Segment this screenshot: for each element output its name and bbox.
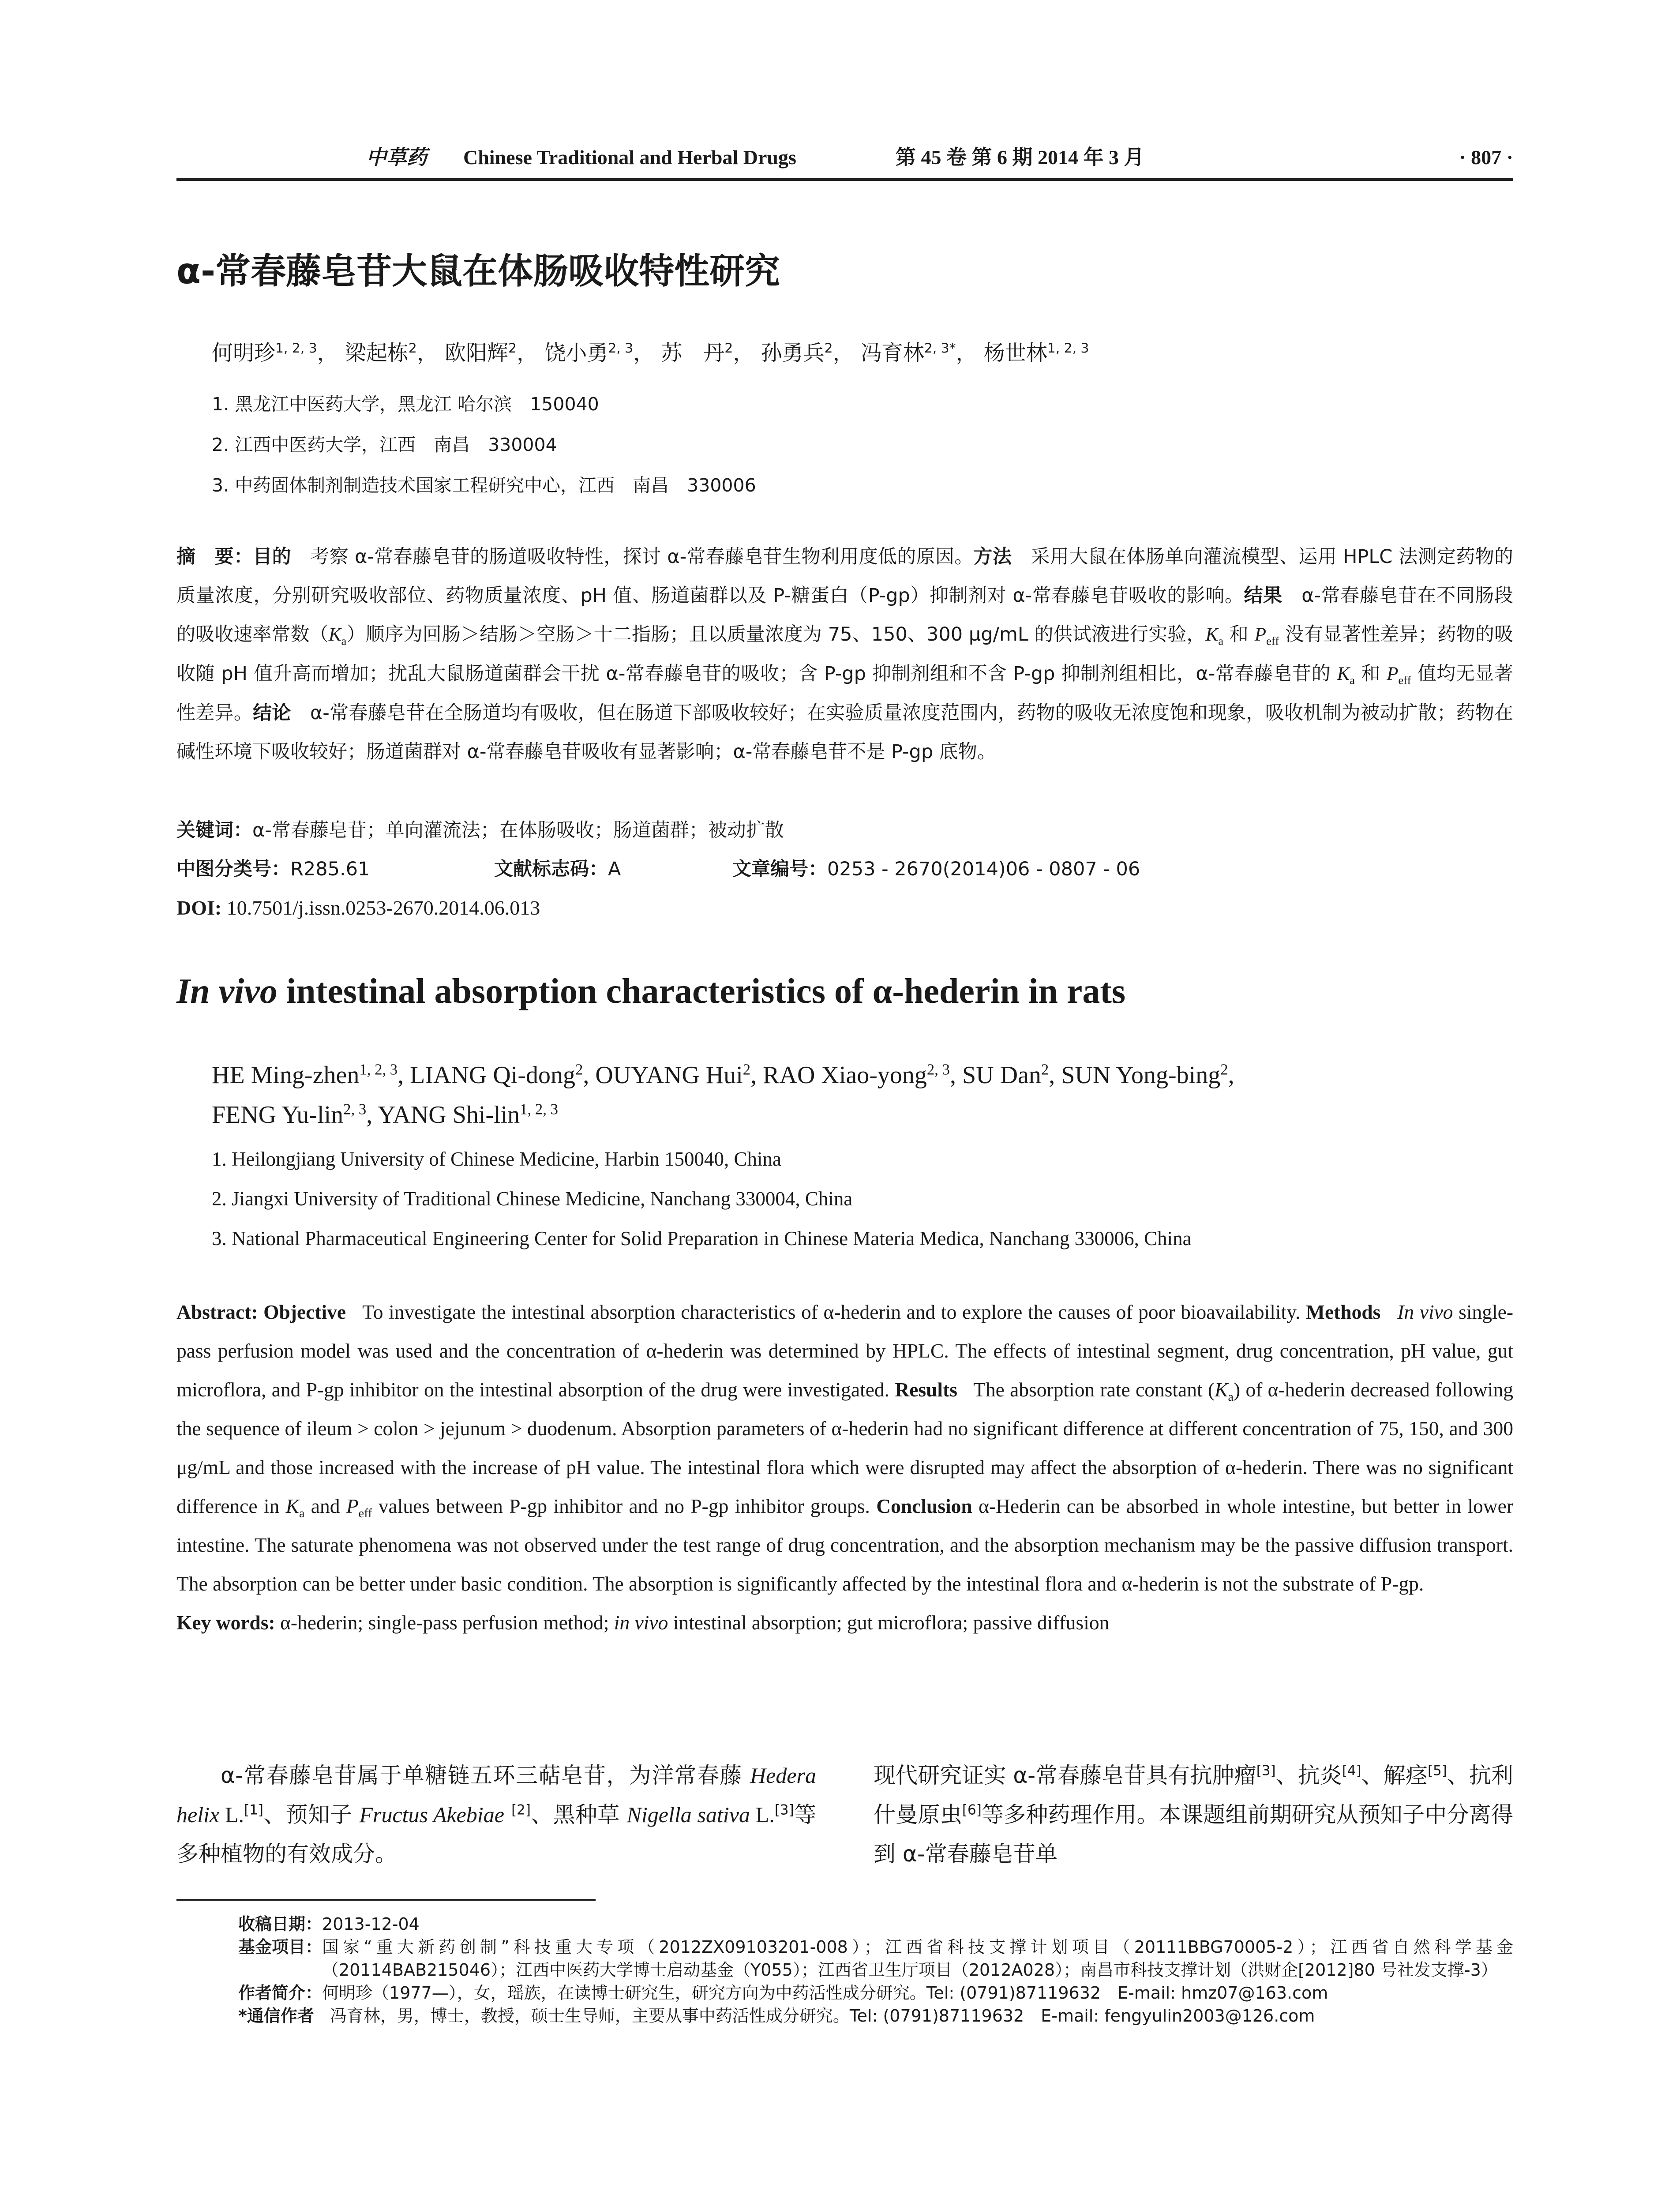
body-column-left: α-常春藤皂苷属于单糖链五环三萜皂苷，为洋常春藤 Hedera helix L.[1]、预知子 Fructus Akebiae [2]、黑种草 Nigella sativa L.[3]等多种植物的有效成分。 [176,1763,817,1867]
title-en-italic: In vivo [176,972,278,1011]
ka-symbol: K [328,624,341,645]
keywords-en-text: α-hederin; single-pass perfusion method; [280,1611,614,1634]
keywords-cn-text: α-常春藤皂苷；单向灌流法；在体肠吸收；肠道菌群；被动扩散 [252,819,784,841]
author-en: RAO Xiao-yong$^{2, 3}$ [763,1061,950,1089]
author-en: YANG Shi-lin$^{1, 2, 3}$ [378,1100,558,1129]
author-en: SU Dan$^2$ [962,1061,1049,1089]
peff-symbol: P [1387,664,1399,684]
footnote-fund: 基金项目： 国家“重大新药创制”科技重大专项（2012ZX09103201-008）；江西省科技支撑计划项目（20111BBG70005-2）；江西省自然科学基金（20114BAB215046）；江西中医药大学博士启动基金（Y055）；江西省卫生厅项目（2012A028）；南昌市科技支撑计划（洪财企[2012]80 号社发支撑-3） [238,1937,1513,1980]
results-text-cn: 和 [1355,663,1387,685]
issue-info: 第 45 卷 第 6 期 2014 年 3 月 [896,146,1144,169]
author-cn: 孙勇兵$^2$ [761,341,833,365]
results-label-en: Results [895,1378,957,1401]
abstract-cn-label: 摘 要： [176,546,253,568]
author-cn: 冯育林$^{2, 3*}$ [860,341,956,365]
doc-code-field: 文献标志码：A [494,858,621,880]
keywords-en-label: Key words: [176,1611,275,1634]
journal-name-en: Chinese Traditional and Herbal Drugs [463,146,796,169]
conclusion-label-en: Conclusion [876,1495,972,1517]
footnote-rule [176,1899,596,1901]
abstract-en-label: Abstract: [176,1301,258,1323]
affiliation-en: 1. Heilongjiang University of Chinese Medicine, Harbin 150040, China [212,1148,782,1170]
author-cn: 饶小勇$^{2, 3}$ [544,341,634,365]
methods-label-cn: 方法 [973,546,1012,568]
keywords-cn [176,811,784,850]
title-cn: α-常春藤皂苷大鼠在体肠吸收特性研究 [176,251,780,292]
body-column-right: 现代研究证实 α-常春藤皂苷具有抗肿瘤[3]、抗炎[4]、解痉[5]、抗利什曼原虫[6]等多种药理作用。本课题组前期研究从预知子中分离得到 α-常春藤皂苷单 [874,1763,1514,1867]
peff-subscript: eff [358,1507,372,1521]
footnote-author: 作者简介： 何明珍（1977—），女，瑶族，在读博士研究生，研究方向为中药活性成分研究。Tel: (0791)87119632 E-mail: hmz07@163.com [238,1983,1328,2003]
peff-symbol: P [1254,624,1266,645]
title-en-rest: intestinal absorption characteristics of α-hederin in rats [277,972,1126,1011]
author-en: SUN Yong-bing$^2$ [1061,1061,1228,1089]
methods-text-cn: 采用大鼠在体肠单向灌流模型、运用 HPLC 法测定药物的质量浓度，分别研究吸收部位、药物质量浓度、pH 值、肠道菌群以及 P-糖蛋白（P-gp）抑制剂对 α-常春藤皂苷吸收的影响。 [176,546,1514,607]
running-header [176,140,1513,175]
keywords-en-italic: in vivo [614,1611,668,1634]
footnote-corresponding: *通信作者 冯育林，男，博士，教授，硕士生导师，主要从事中药活性成分研究。Tel: (0791)87119632 E-mail: fengyulin2003@126.com [238,2006,1315,2026]
affiliation-cn: 2. 江西中医药大学，江西 南昌 330004 [212,434,557,455]
results-text-cn: 值均无显著性差异。 [176,663,1513,724]
conclusion-label-cn: 结论 [253,702,291,724]
results-text-en: The absorption rate constant ( [973,1378,1215,1401]
affiliations-en [212,1139,1192,1258]
objective-text-en: To investigate the intestinal absorption characteristics of α-hederin and to explore the causes of poor bioavailability. [362,1301,1301,1323]
author-cn: 梁起栋$^2$ [345,341,417,365]
authors-cn: 何明珍$^{1, 2, 3}$， 梁起栋$^2$， 欧阳辉$^2$， 饶小勇$^{2, 3}$， 苏 丹$^2$， 孙勇兵$^2$， 冯育林$^{2, 3*}$， 杨世林$^{1, 2, 3}$ [212,341,1089,365]
methods-italic-en: In vivo [1397,1301,1453,1323]
affiliation-cn: 1. 黑龙江中医药大学，黑龙江 哈尔滨 150040 [212,394,599,415]
affiliation-en: 3. National Pharmaceutical Engineering Center for Solid Preparation in Chinese Materia Medica, Nanchang 330006, China [212,1227,1192,1249]
conclusion-text-cn: α-常春藤皂苷在全肠道均有吸收，但在肠道下部吸收较好；在实验质量浓度范围内，药物的吸收无浓度饱和现象，吸收机制为被动扩散；药物在碱性环境下吸收较好；肠道菌群对 α-常春藤皂苷吸收有显著影响；α-常春藤皂苷不是 P-gp 底物。 [176,702,1513,763]
footnotes [238,1913,1513,2027]
author-en: LIANG Qi-dong$^2$ [410,1061,583,1089]
results-label-cn: 结果 [1244,585,1282,607]
article-number-field: 文章编号：0253 - 2670(2014)06 - 0807 - 06 [732,858,1140,880]
objective-text-cn: 考察 α-常春藤皂苷的肠道吸收特性，探讨 α-常春藤皂苷生物利用度低的原因。 [310,546,974,568]
ka-subscript: a [1218,634,1224,648]
author-cn: 何明珍$^{1, 2, 3}$ [212,341,317,365]
ka-subscript: a [341,634,347,648]
ka-subscript: a [299,1507,305,1521]
peff-symbol: P [346,1495,359,1517]
ka-symbol: K [1205,624,1219,645]
ka-subscript: a [1228,1390,1234,1404]
ka-subscript: a [1350,673,1355,687]
header-rule [176,178,1513,181]
peff-subscript: eff [1398,673,1411,687]
affiliations-cn [212,384,756,506]
methods-text-en: single-pass perfusion model was used and the concentration of α-hederin was determined by HPLC. The effects of intestinal segment, drug concentration, pH value, gut microflora, and P-gp inhibitor on the intestinal absorption of the drug were investigated. [176,1301,1514,1401]
page-number: · 807 · [1459,146,1513,169]
conclusion-text-en: α-Hederin can be absorbed in whole intestine, but better in lower intestine. The saturate phenomena was not observed under the test range of drug concentration, and the absorption mechanism may be the passive diffusion transport. The absorption can be better under basic condition. The absorption is significantly affected by the intestinal flora and α-hederin is not the substrate of P-gp. [176,1495,1513,1595]
objective-label-en: Objective [263,1301,346,1323]
doi [176,889,540,927]
author-en: FENG Yu-lin$^{2, 3}$ [212,1100,367,1129]
affiliation-en: 2. Jiangxi University of Traditional Chinese Medicine, Nanchang 330004, China [212,1188,853,1210]
results-text-cn: α-常春藤皂苷在不同肠段的吸收速率常数（ [176,585,1513,645]
author-cn: 杨世林$^{1, 2, 3}$ [983,341,1089,365]
results-text-en: and [304,1495,346,1517]
abstract-en [176,1293,1513,1642]
ka-symbol: K [1337,664,1350,684]
results-text-en: ) of α-hederin decreased following the sequence of ileum > colon > jejunum > duodenum. Absorption parameters of α-hederin had no significant difference at different concentration of 75, 150, and 300 μg/mL and those increased with the increase of pH value. The intestinal flora which were disrupted may affect the absorption of α-hederin. There was no significant difference in [176,1378,1514,1517]
title-en [176,967,1125,1016]
abstract-cn [176,537,1513,771]
doi-label: DOI: [176,897,222,919]
author-cn: 苏 丹$^2$ [661,341,733,365]
results-text-cn: 和 [1223,623,1255,645]
keywords-en-text: intestinal absorption; gut microflora; passive diffusion [668,1611,1110,1634]
clc-field: 中图分类号：R285.61 [176,858,370,880]
results-text-cn: ）顺序为回肠＞结肠＞空肠＞十二指肠；且以质量浓度为 75、150、300 μg/mL 的供试液进行实验， [346,623,1206,645]
doi-value: 10.7501/j.issn.0253-2670.2014.06.013 [226,897,540,919]
footnote-received: 收稿日期： 2013-12-04 [238,1914,420,1934]
peff-subscript: eff [1266,634,1279,648]
ka-symbol: K [1215,1378,1228,1401]
objective-label-cn: 目的 [253,546,292,568]
affiliation-cn: 3. 中药固体制剂制造技术国家工程研究中心，江西 南昌 330006 [212,475,756,496]
author-cn: 欧阳辉$^2$ [445,341,517,365]
author-en: HE Ming-zhen$^{1, 2, 3}$ [212,1061,398,1089]
ka-symbol: K [285,1495,299,1517]
authors-en: HE Ming-zhen$^{1, 2, 3}$, LIANG Qi-dong$^2$, OUYANG Hui$^2$, RAO Xiao-yong$^{2, 3}$, SU Dan$^2$, SUN Yong-bing$^2$, FENG Yu-lin$^{2, 3}$, YANG Shi-lin$^{1, 2, 3}$ [212,1061,1234,1129]
keywords-cn-label: 关键词： [176,819,252,841]
methods-label-en: Methods [1306,1301,1381,1323]
author-en: OUYANG Hui$^2$ [595,1061,751,1089]
results-text-en: values between P-gp inhibitor and no P-gp inhibitor groups. [372,1495,870,1517]
results-text-cn: 没有显著性差异；药物的吸收随 pH 值升高而增加；扰乱大鼠肠道菌群会干扰 α-常春藤皂苷的吸收；含 P-gp 抑制剂组和不含 P-gp 抑制剂组相比，α-常春藤皂苷的 [176,623,1514,685]
journal-name-cn: 中草药 [366,146,427,169]
